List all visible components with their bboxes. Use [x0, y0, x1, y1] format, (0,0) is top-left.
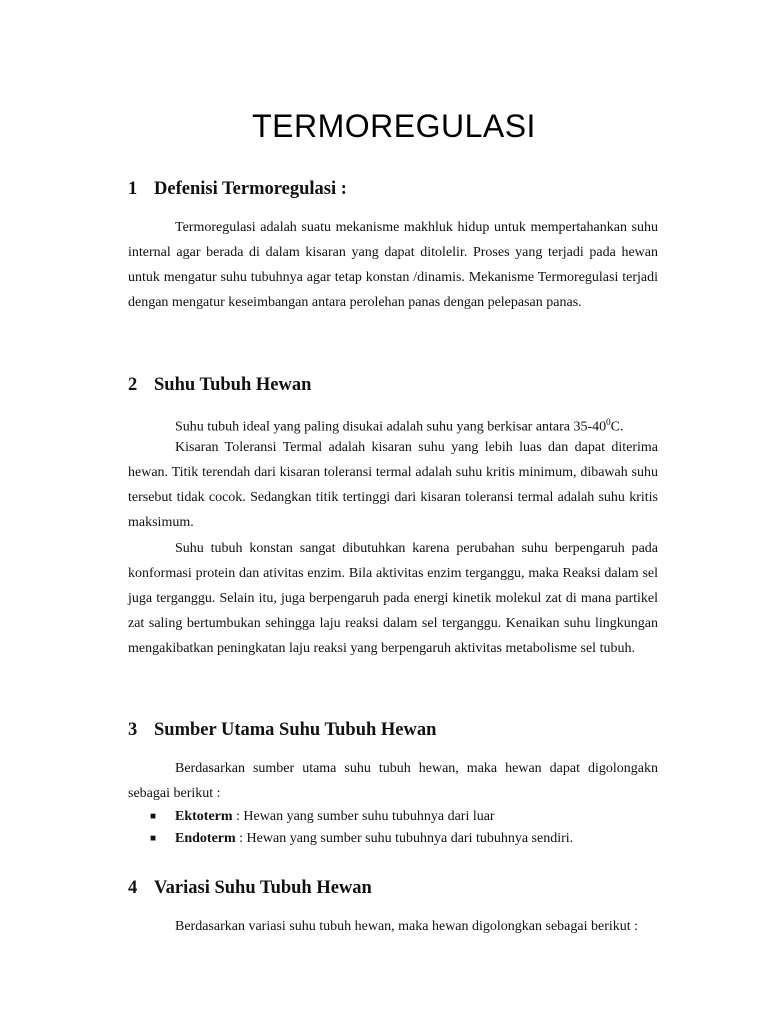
section-3-paragraph: Berdasarkan sumber utama suhu tubuh hewan, maka hewan dapat digolongakn sebagai berikut : — [128, 761, 658, 801]
bullet-term: Endoterm — [175, 831, 236, 846]
square-bullet-icon: ■ — [150, 811, 157, 822]
section-number: 1 — [128, 179, 138, 199]
section-number: 3 — [128, 720, 138, 740]
temperature-unit: C. — [610, 419, 624, 435]
bullet-text: : Hewan yang sumber suhu tubuhnya dari tubuhnya sendiri. — [235, 831, 574, 846]
list-item — [150, 828, 670, 850]
section-title: Variasi Suhu Tubuh Hewan — [154, 878, 372, 898]
section-2-paragraph-2: Kisaran Toleransi Termal adalah kisaran suhu yang lebih luas dan dapat diterima hewan. Titik terendah dari kisaran toleransi termal adalah suhu kritis minimum, dibawah suhu tersebut tidak cocok. Sedangkan titik tertinggi dari kisaran toleransi termal adalah suhu kritis maksimum. — [128, 440, 658, 530]
square-bullet-icon: ■ — [150, 833, 157, 844]
section-2-paragraph-3: Suhu tubuh konstan sangat dibutuhkan karena perubahan suhu berpengaruh pada konformasi protein dan ativitas enzim. Bila aktivitas enzim terganggu, maka Reaksi dalam sel juga terganggu. Selain itu, juga berpengaruh pada energi kinetik molekul zat di mana partikel zat saling bertumbukan sehingga laju reaksi dalam sel terganggu. Kenaikan suhu lingkungan mengakibatkan peningkatan laju reaksi yang berpengaruh aktivitas metabolisme sel tubuh. — [128, 541, 658, 656]
section-number: 4 — [128, 878, 138, 898]
section-title: Suhu Tubuh Hewan — [154, 375, 312, 395]
section-3-heading — [128, 720, 436, 741]
degree-superscript: 0 — [606, 417, 611, 427]
section-number: 2 — [128, 375, 138, 395]
section-4-paragraph: Berdasarkan variasi suhu tubuh hewan, maka hewan digolongkan sebagai berikut : — [175, 919, 639, 934]
section-4-heading — [128, 878, 372, 899]
section-title: Sumber Utama Suhu Tubuh Hewan — [154, 720, 437, 740]
bullet-text: : Hewan yang sumber suhu tubuhnya dari luar — [232, 809, 495, 824]
section-2-heading — [128, 375, 311, 396]
page-title: TERMOREGULASI — [252, 108, 536, 144]
bullet-term: Ektoterm — [175, 809, 233, 824]
list-item — [150, 806, 670, 828]
section-title: Defenisi Termoregulasi : — [154, 179, 347, 199]
temperature-text: Suhu tubuh ideal yang paling disukai adalah suhu yang berkisar antara 35-40 — [175, 419, 607, 435]
section-1-heading — [128, 179, 347, 200]
bullet-list — [150, 806, 670, 850]
section-1-paragraph: Termoregulasi adalah suatu mekanisme makhluk hidup untuk mempertahankan suhu internal agar berada di dalam kisaran yang dapat ditolelir. Proses yang terjadi pada hewan untuk mengatur suhu tubuhnya agar tetap konstan /dinamis. Mekanisme Termoregulasi terjadi dengan mengatur keseimbangan antara perolehan panas dengan pelepasan panas. — [128, 220, 658, 310]
